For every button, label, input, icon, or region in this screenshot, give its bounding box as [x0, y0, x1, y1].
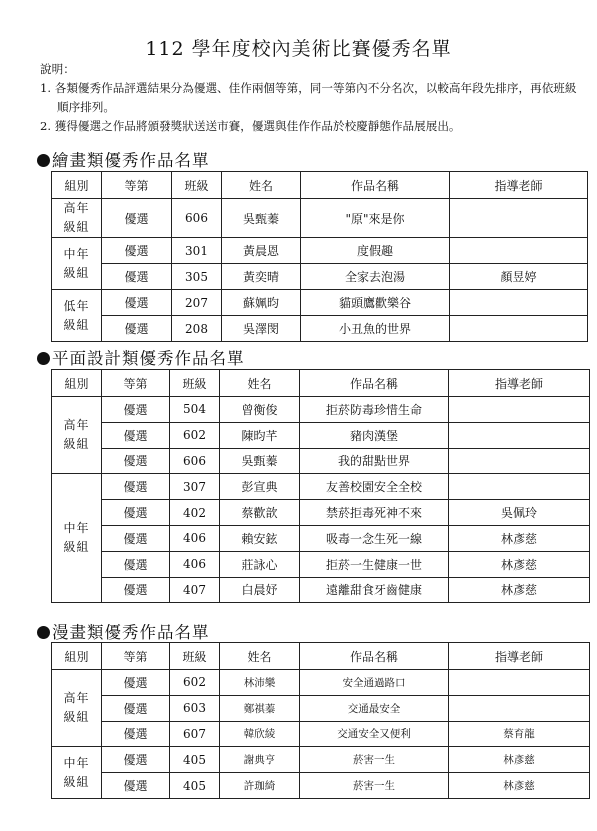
rank-cell: 優選	[102, 422, 170, 448]
header-teacher: 指導老師	[450, 172, 588, 199]
name-cell: 白晨妤	[220, 577, 300, 603]
teacher-cell	[449, 448, 590, 474]
class-cell: 602	[170, 670, 220, 696]
name-cell: 鄭祺蓁	[220, 695, 300, 721]
name-cell: 彭宣典	[220, 474, 300, 500]
table-row	[52, 238, 588, 264]
rank-cell: 優選	[102, 747, 170, 773]
teacher-cell: 林彥慈	[449, 773, 590, 799]
table-row	[52, 422, 590, 448]
rank-cell: 優選	[102, 238, 172, 264]
teacher-cell: 顏昱婷	[450, 264, 588, 290]
name-cell: 黃晨恩	[222, 238, 301, 264]
rank-cell: 優選	[102, 525, 170, 551]
group-cell: 低年 級組	[52, 290, 102, 342]
rank-cell: 優選	[102, 199, 172, 238]
header-name: 姓名	[220, 370, 300, 397]
table-row	[52, 695, 590, 721]
header-rank: 等第	[102, 172, 172, 199]
work-cell: 拒菸一生健康一世	[300, 551, 449, 577]
rank-cell: 優選	[102, 397, 170, 423]
section-title-graphic-design	[37, 345, 245, 369]
table-row	[52, 577, 590, 603]
teacher-cell	[450, 199, 588, 238]
header-class: 班級	[170, 643, 220, 670]
class-cell: 607	[170, 721, 220, 747]
name-cell: 吳甄蓁	[222, 199, 301, 238]
teacher-cell: 林彥慈	[449, 525, 590, 551]
class-cell: 602	[170, 422, 220, 448]
group-cell: 高年 級組	[52, 199, 102, 238]
work-cell: 我的甜點世界	[300, 448, 449, 474]
name-cell: 黃奕晴	[222, 264, 301, 290]
header-rank: 等第	[102, 643, 170, 670]
table-row	[52, 551, 590, 577]
header-group: 組別	[52, 370, 102, 397]
table-row	[52, 747, 590, 773]
table-row	[52, 500, 590, 526]
work-cell: 菸害一生	[300, 773, 449, 799]
header-name: 姓名	[220, 643, 300, 670]
table-row	[52, 448, 590, 474]
header-work: 作品名稱	[301, 172, 450, 199]
name-cell: 陳昀芊	[220, 422, 300, 448]
table-row	[52, 525, 590, 551]
header-name: 姓名	[222, 172, 301, 199]
header-class: 班級	[170, 370, 220, 397]
header-group: 組別	[52, 172, 102, 199]
name-cell: 蔡歡歆	[220, 500, 300, 526]
class-cell: 406	[170, 525, 220, 551]
rank-cell: 優選	[102, 773, 170, 799]
table-row	[52, 264, 588, 290]
work-cell: 拒菸防毒珍惜生命	[300, 397, 449, 423]
section-title-comics	[37, 619, 210, 643]
table-row	[52, 721, 590, 747]
work-cell: 吸毒一念生死一線	[300, 525, 449, 551]
work-cell: "原"來是你	[301, 199, 450, 238]
group-cell: 中年 級組	[52, 238, 102, 290]
rank-cell: 優選	[102, 500, 170, 526]
header-class: 班級	[172, 172, 222, 199]
section-title-text: 平面設計類優秀作品名單	[52, 349, 245, 368]
header-work: 作品名稱	[300, 370, 449, 397]
header-teacher: 指導老師	[449, 643, 590, 670]
work-cell: 安全通過路口	[300, 670, 449, 696]
work-cell: 交通最安全	[300, 695, 449, 721]
table-row	[52, 474, 590, 500]
rank-cell: 優選	[102, 264, 172, 290]
class-cell: 504	[170, 397, 220, 423]
name-cell: 韓欣綾	[220, 721, 300, 747]
work-cell: 小丑魚的世界	[301, 316, 450, 342]
header-group: 組別	[52, 643, 102, 670]
section-title-text: 繪畫類優秀作品名單	[52, 151, 210, 170]
teacher-cell	[450, 238, 588, 264]
note-item: 1. 各類優秀作品評選結果分為優選、佳作兩個等第，同一等第內不分名次，以較高年段先排序，再依班級順序排列。	[40, 81, 577, 114]
notes	[40, 60, 580, 136]
rank-cell: 優選	[102, 474, 170, 500]
class-cell: 305	[172, 264, 222, 290]
page-title: 112 學年度校內美術比賽優秀名單	[145, 38, 452, 60]
teacher-cell	[449, 397, 590, 423]
table-comics	[51, 642, 590, 799]
bullet-icon	[37, 352, 50, 365]
table-row	[52, 397, 590, 423]
bullet-icon	[37, 626, 50, 639]
rank-cell: 優選	[102, 577, 170, 603]
class-cell: 603	[170, 695, 220, 721]
work-cell: 友善校園安全全校	[300, 474, 449, 500]
rank-cell: 優選	[102, 695, 170, 721]
group-cell: 高年 級組	[52, 670, 102, 747]
teacher-cell	[449, 474, 590, 500]
table-row	[52, 670, 590, 696]
header-teacher: 指導老師	[449, 370, 590, 397]
class-cell: 405	[170, 747, 220, 773]
teacher-cell	[450, 316, 588, 342]
work-cell: 菸害一生	[300, 747, 449, 773]
teacher-cell: 林彥慈	[449, 747, 590, 773]
teacher-cell	[449, 695, 590, 721]
work-cell: 全家去泡湯	[301, 264, 450, 290]
class-cell: 405	[170, 773, 220, 799]
class-cell: 606	[172, 199, 222, 238]
teacher-cell: 林彥慈	[449, 551, 590, 577]
note-item: 2. 獲得優選之作品將頒發獎狀送送市賽，優選與佳作作品於校慶靜態作品展展出。	[40, 119, 461, 133]
name-cell: 吳澤閔	[222, 316, 301, 342]
section-title-text: 漫畫類優秀作品名單	[52, 623, 210, 642]
work-cell: 禁菸拒毒死神不來	[300, 500, 449, 526]
table-graphic-design	[51, 369, 590, 603]
table-row	[52, 773, 590, 799]
class-cell: 207	[172, 290, 222, 316]
table-header-row	[52, 643, 590, 670]
teacher-cell	[450, 290, 588, 316]
group-cell: 中年 級組	[52, 474, 102, 603]
work-cell: 度假趣	[301, 238, 450, 264]
table-header-row	[52, 370, 590, 397]
rank-cell: 優選	[102, 670, 170, 696]
table-row	[52, 316, 588, 342]
section-title-painting	[37, 147, 210, 171]
class-cell: 406	[170, 551, 220, 577]
notes-heading: 說明：	[40, 62, 75, 76]
name-cell: 謝典亨	[220, 747, 300, 773]
rank-cell: 優選	[102, 551, 170, 577]
teacher-cell	[449, 670, 590, 696]
rank-cell: 優選	[102, 290, 172, 316]
teacher-cell	[449, 422, 590, 448]
work-cell: 貓頭鷹歡樂谷	[301, 290, 450, 316]
work-cell: 遠離甜食牙齒健康	[300, 577, 449, 603]
group-cell: 中年 級組	[52, 747, 102, 799]
rank-cell: 優選	[102, 316, 172, 342]
work-cell: 豬肉漢堡	[300, 422, 449, 448]
class-cell: 402	[170, 500, 220, 526]
name-cell: 蘇姵昀	[222, 290, 301, 316]
name-cell: 賴安鉉	[220, 525, 300, 551]
table-row	[52, 199, 588, 238]
class-cell: 606	[170, 448, 220, 474]
name-cell: 曾衡俊	[220, 397, 300, 423]
header-work: 作品名稱	[300, 643, 449, 670]
class-cell: 301	[172, 238, 222, 264]
rank-cell: 優選	[102, 448, 170, 474]
bullet-icon	[37, 154, 50, 167]
class-cell: 307	[170, 474, 220, 500]
name-cell: 吳甄蓁	[220, 448, 300, 474]
table-row	[52, 290, 588, 316]
rank-cell: 優選	[102, 721, 170, 747]
work-cell: 交通安全又便利	[300, 721, 449, 747]
name-cell: 許珈綺	[220, 773, 300, 799]
name-cell: 林沛樂	[220, 670, 300, 696]
class-cell: 407	[170, 577, 220, 603]
name-cell: 莊詠心	[220, 551, 300, 577]
table-painting	[51, 171, 588, 342]
teacher-cell: 林彥慈	[449, 577, 590, 603]
teacher-cell: 吳佩玲	[449, 500, 590, 526]
header-rank: 等第	[102, 370, 170, 397]
class-cell: 208	[172, 316, 222, 342]
table-header-row	[52, 172, 588, 199]
group-cell: 高年 級組	[52, 397, 102, 474]
teacher-cell: 蔡育龍	[449, 721, 590, 747]
